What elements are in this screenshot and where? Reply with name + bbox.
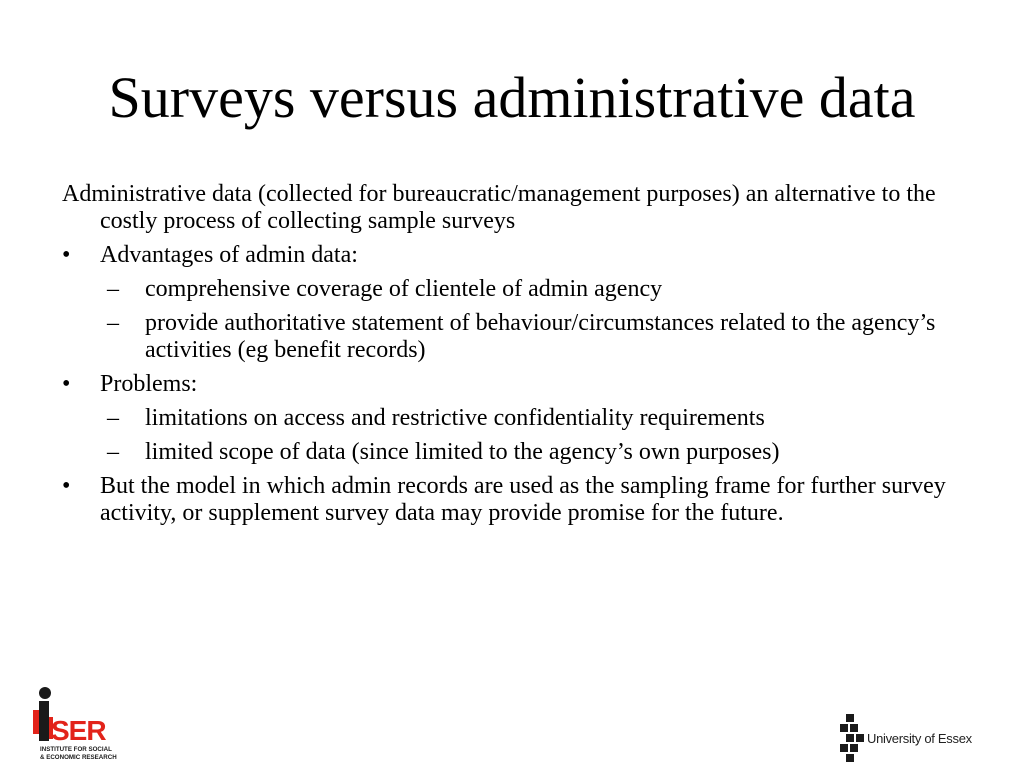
bullet-item	[62, 242, 972, 269]
bullet-marker: •	[62, 242, 71, 268]
bullet-item	[62, 473, 972, 527]
essex-mark-icon	[840, 714, 866, 762]
sub-bullet-text: limited scope of data (since limited to the agency’s own purposes)	[145, 439, 780, 465]
bullet-marker: •	[62, 371, 71, 397]
sub-bullet-item	[62, 405, 972, 432]
bullet-text: Advantages of admin data:	[100, 242, 358, 268]
essex-name: University of Essex	[867, 731, 972, 746]
bullet-text: Problems:	[100, 371, 198, 397]
essex-logo	[840, 714, 990, 762]
bullet-item	[62, 371, 972, 398]
dash-marker: –	[107, 276, 119, 302]
sub-bullet-text: provide authoritative statement of behaviour/circumstances related to the agency’s activities (eg benefit records)	[145, 310, 936, 363]
slide-body	[62, 181, 972, 534]
svg-text:SER: SER	[51, 715, 106, 746]
sub-bullet-item	[62, 439, 972, 466]
svg-text:& ECONOMIC RESEARCH: & ECONOMIC RESEARCH	[40, 754, 117, 761]
sub-bullet-item	[62, 276, 972, 303]
intro-paragraph: Administrative data (collected for bureaucratic/management purposes) an alternative to the costly process of collecting sample surveys	[62, 181, 936, 234]
svg-text:INSTITUTE FOR SOCIAL: INSTITUTE FOR SOCIAL	[40, 746, 112, 753]
iser-logo	[30, 686, 130, 764]
bullet-marker: •	[62, 473, 71, 499]
dash-marker: –	[107, 310, 119, 336]
dash-marker: –	[107, 405, 119, 431]
sub-bullet-item	[62, 310, 972, 364]
sub-bullet-text: limitations on access and restrictive confidentiality requirements	[145, 405, 765, 431]
sub-bullet-text: comprehensive coverage of clientele of admin agency	[145, 276, 663, 302]
dash-marker: –	[107, 439, 119, 465]
slide-title: Surveys versus administrative data	[108, 65, 916, 130]
bullet-text: But the model in which admin records are used as the sampling frame for further survey activity, or supplement survey data may provide promise for the future.	[100, 473, 946, 526]
